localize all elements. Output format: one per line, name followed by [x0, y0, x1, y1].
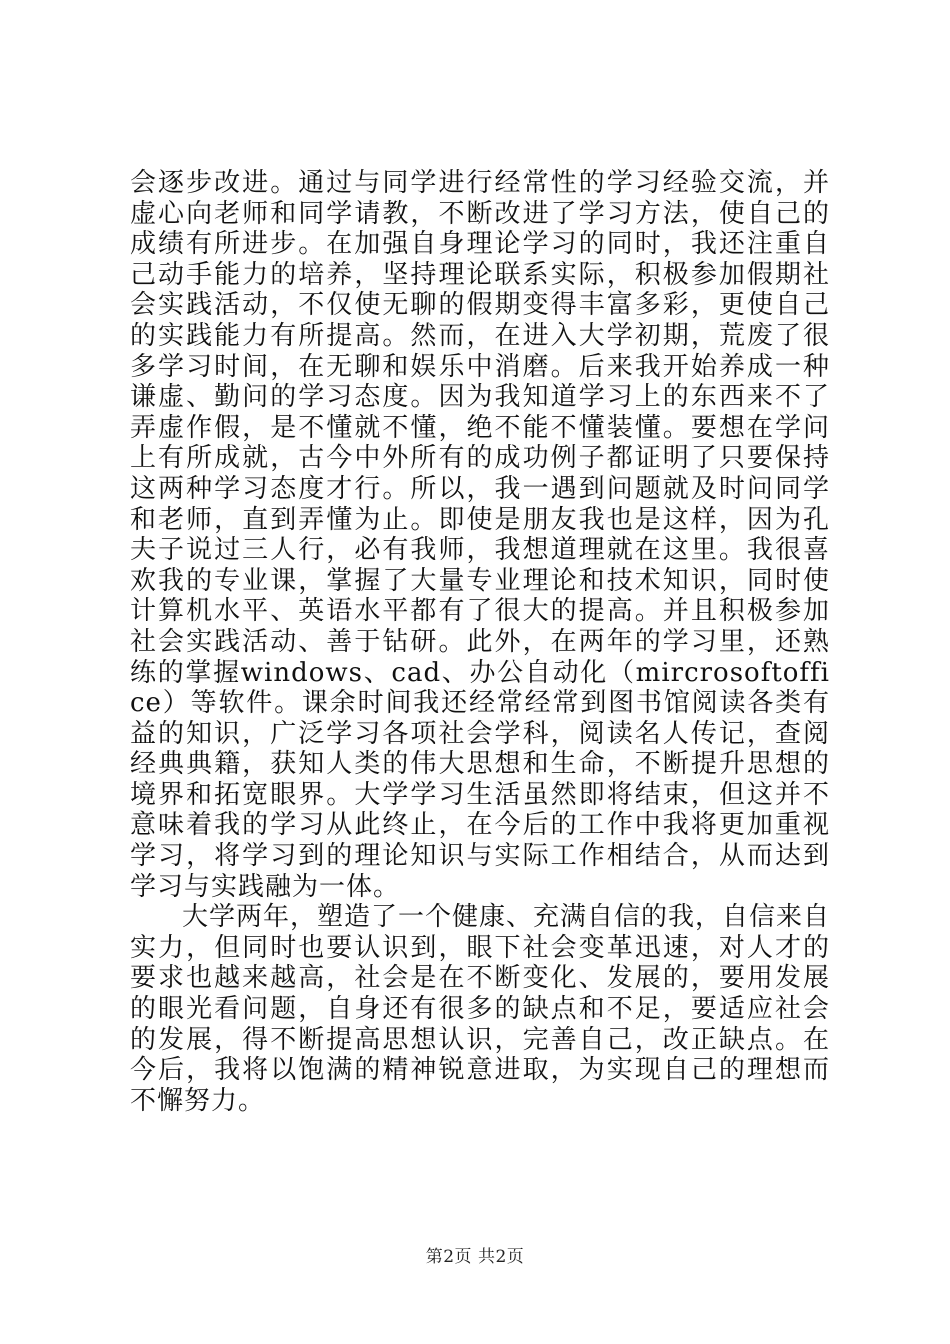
document-body [130, 168, 830, 1116]
paragraph-1: 会逐步改进。通过与同学进行经常性的学习经验交流，并虚心向老师和同学请教，不断改进了学习方法，使自己的成绩有所进步。在加强自身理论学习的同时，我还注重自己动手能力的培养，坚持理论联系实际，积极参加假期社会实践活动，不仅使无聊的假期变得丰富多彩，更使自己的实践能力有所提高。然而，在进入大学初期，荒废了很多学习时间，在无聊和娱乐中消磨。后来我开始养成一种谦虚、勤问的学习态度。因为我知道学习上的东西来不了弄虚作假，是不懂就不懂，绝不能不懂装懂。要想在学问上有所成就，古今中外所有的成功例子都证明了只要保持这两种学习态度才行。所以，我一遇到问题就及时问同学和老师，直到弄懂为止。即使是朋友我也是这样，因为孔夫子说过三人行，必有我师，我想道理就在这里。我很喜欢我的专业课，掌握了大量专业理论和技术知识，同时使计算机水平、英语水平都有了很大的提高。并且积极参加社会实践活动、善于钻研。此外，在两年的学习里，还熟练的掌握windows、cad、办公自动化（mircrosoftoffice）等软件。课余时间我还经常经常到图书馆阅读各类有益的知识，广泛学习各项社会学科，阅读名人传记，查阅经典典籍，获知人类的伟大思想和生命，不断提升思想的境界和拓宽眼界。大学学习生活虽然即将结束，但这并不意味着我的学习从此终止，在今后的工作中我将更加重视学习，将学习到的理论知识与实际工作相结合，从而达到学习与实践融为一体。 [130, 168, 830, 902]
page-number-footer: 第2页 共2页 [425, 1247, 525, 1267]
paragraph-2: 大学两年，塑造了一个健康、充满自信的我，自信来自实力，但同时也要认识到，眼下社会变革迅速，对人才的要求也越来越高，社会是在不断变化、发展的，要用发展的眼光看问题，自身还有很多的缺点和不足，要适应社会的发展，得不断提高思想认识，完善自己，改正缺点。在今后，我将以饱满的精神锐意进取，为实现自己的理想而不懈努力。 [130, 902, 831, 1116]
